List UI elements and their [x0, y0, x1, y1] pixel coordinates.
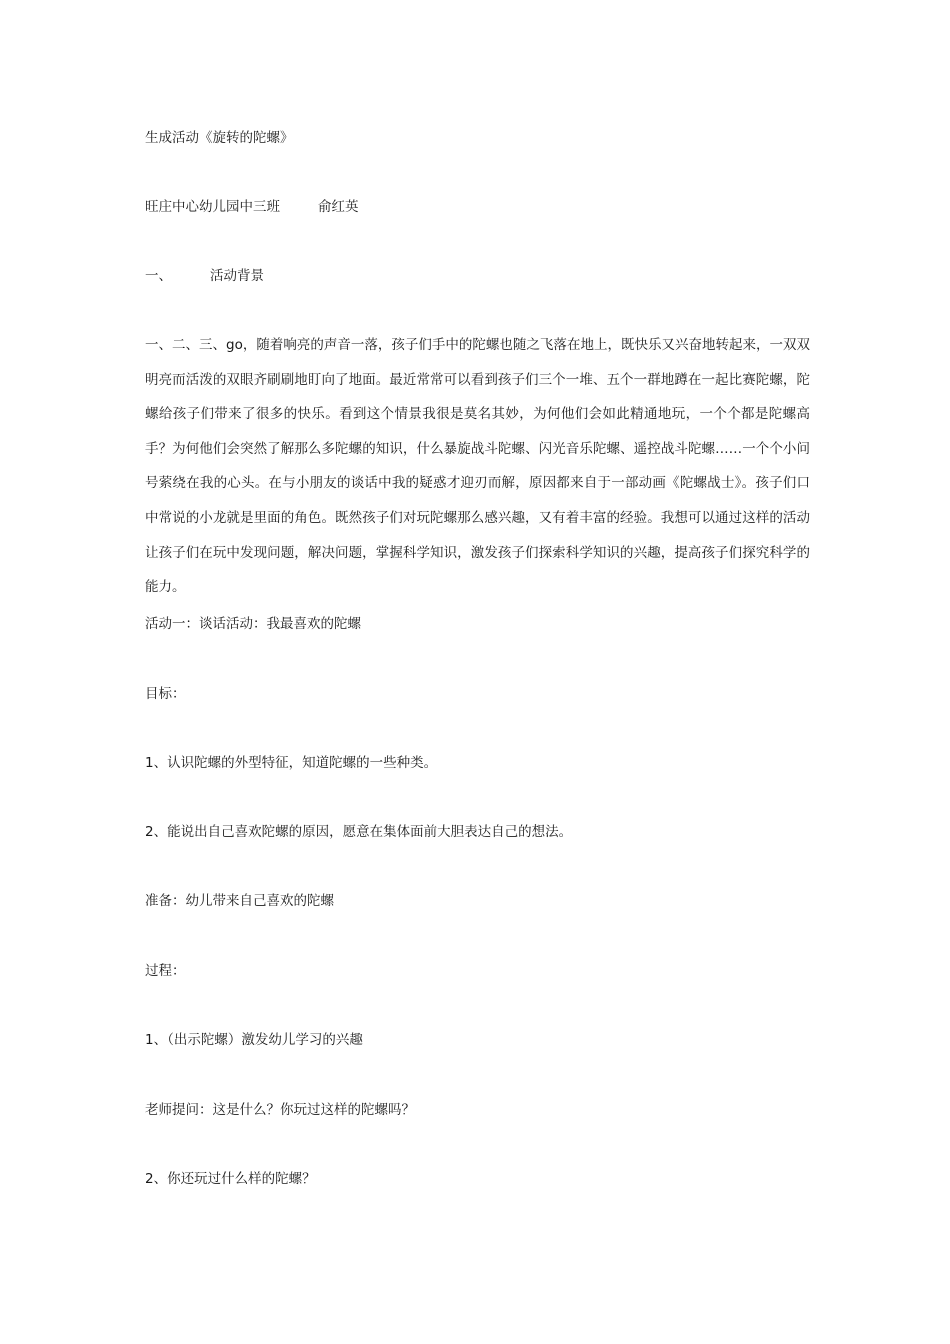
- section-number: 一、: [145, 268, 172, 284]
- author-name: 俞红英: [318, 199, 359, 215]
- process-label: 过程：: [145, 963, 186, 979]
- goal-item-2: 2、能说出自己喜欢陀螺的原因，愿意在集体面前大胆表达自己的想法。: [145, 824, 573, 840]
- process-step-2: 2、你还玩过什么样的陀螺？: [145, 1171, 316, 1187]
- author-line: [145, 197, 359, 217]
- activity-one-title: 活动一：谈话活动：我最喜欢的陀螺: [145, 616, 361, 632]
- section-title: 活动背景: [210, 268, 264, 284]
- document-title: 生成活动《旋转的陀螺》: [145, 130, 294, 146]
- goals-label: 目标：: [145, 686, 186, 702]
- preparation-text: 准备：幼儿带来自己喜欢的陀螺: [145, 893, 334, 909]
- section-heading: [145, 266, 264, 286]
- process-step-1: 1、（出示陀螺）激发幼儿学习的兴趣: [145, 1032, 363, 1048]
- teacher-question: 老师提问：这是什么？你玩过这样的陀螺吗？: [145, 1102, 415, 1118]
- goal-item-1: 1、认识陀螺的外型特征，知道陀螺的一些种类。: [145, 755, 438, 771]
- author-school: 旺庄中心幼儿园中三班: [145, 199, 280, 215]
- background-paragraph: 一、二、三、go，随着响亮的声音一落，孩子们手中的陀螺也随之飞落在地上，既快乐又兴奋地转起来，一双双明亮而活泼的双眼齐刷刷地盯向了地面。最近常常可以看到孩子们三个一堆、五个一群地蹲在一起比赛陀螺，陀螺给孩子们带来了很多的快乐。看到这个情景我很是莫名其妙，为何他们会如此精通地玩，一个个都是陀螺高手？为何他们会突然了解那么多陀螺的知识，什么暴旋战斗陀螺、闪光音乐陀螺、遥控战斗陀螺……一个个小问号萦绕在我的心头。在与小朋友的谈话中我的疑惑才迎刃而解，原因都来自于一部动画《陀螺战士》。孩子们口中常说的小龙就是里面的角色。既然孩子们对玩陀螺那么感兴趣，又有着丰富的经验。我想可以通过这样的活动让孩子们在玩中发现问题，解决问题，掌握科学知识，激发孩子们探索科学知识的兴趣，提高孩子们探究科学的能力。: [145, 337, 810, 596]
